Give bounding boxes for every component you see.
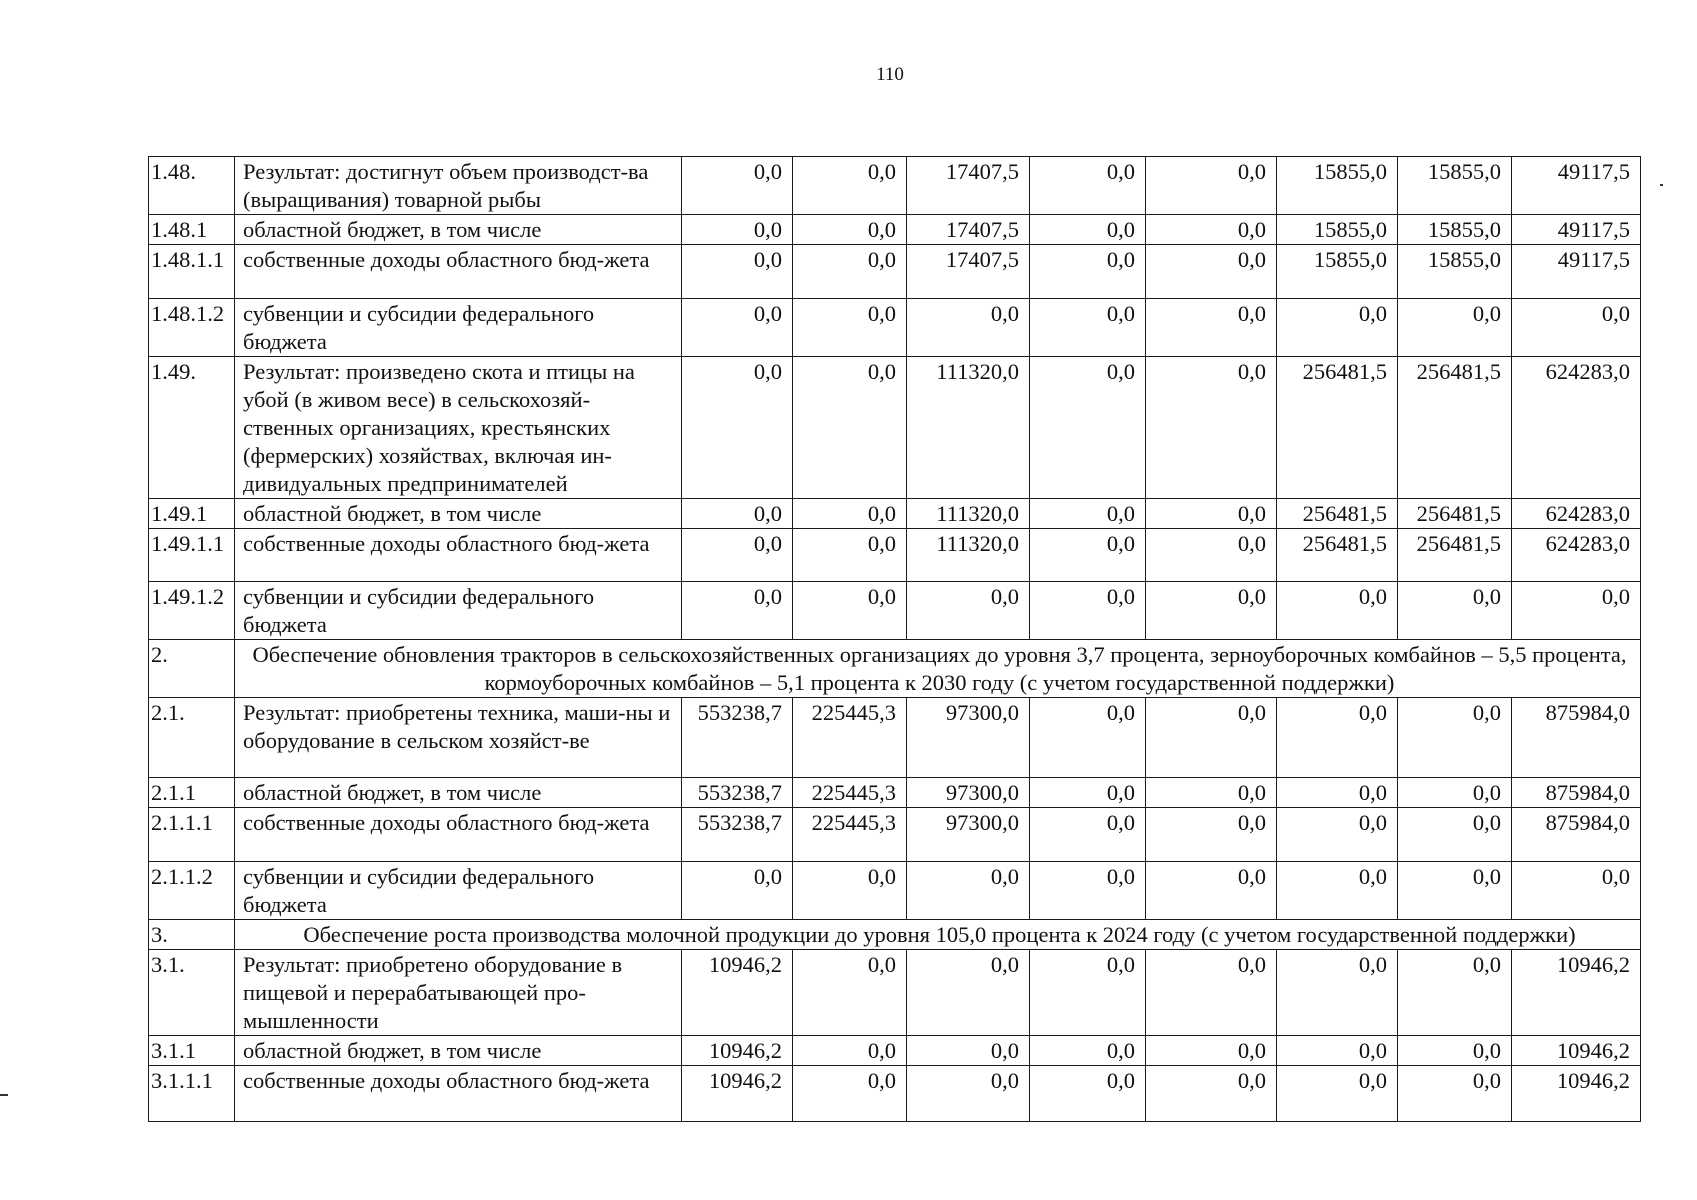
value-cell: 0,0 (1146, 357, 1277, 499)
row-code: 3.1. (149, 950, 235, 1036)
row-code: 2.1.1 (149, 778, 235, 808)
value-cell: 111320,0 (907, 499, 1030, 529)
value-cell: 0,0 (1146, 582, 1277, 640)
value-cell: 0,0 (1030, 215, 1146, 245)
row-code: 1.49.1 (149, 499, 235, 529)
value-cell: 0,0 (793, 215, 907, 245)
value-cell: 0,0 (1030, 529, 1146, 582)
section-row (149, 640, 1641, 698)
value-cell: 0,0 (1146, 1066, 1277, 1122)
value-cell: 0,0 (1512, 299, 1641, 357)
value-cell: 0,0 (1398, 1036, 1512, 1066)
value-cell: 225445,3 (793, 778, 907, 808)
value-cell: 0,0 (1146, 778, 1277, 808)
value-cell: 0,0 (793, 582, 907, 640)
value-cell: 624283,0 (1512, 357, 1641, 499)
value-cell: 0,0 (1277, 299, 1398, 357)
value-cell: 256481,5 (1277, 357, 1398, 499)
table-row (149, 157, 1641, 215)
value-cell: 0,0 (1277, 1066, 1398, 1122)
value-cell: 0,0 (793, 157, 907, 215)
value-cell: 0,0 (793, 357, 907, 499)
value-cell: 0,0 (907, 582, 1030, 640)
margin-mark (1660, 184, 1663, 186)
value-cell: 0,0 (1277, 808, 1398, 862)
value-cell: 0,0 (682, 357, 793, 499)
table-row (149, 529, 1641, 582)
row-description: собственные доходы областного бюд-жета (235, 529, 682, 582)
value-cell: 10946,2 (1512, 1036, 1641, 1066)
table-row (149, 698, 1641, 778)
value-cell: 0,0 (907, 862, 1030, 920)
value-cell: 17407,5 (907, 215, 1030, 245)
value-cell: 111320,0 (907, 357, 1030, 499)
value-cell: 256481,5 (1277, 529, 1398, 582)
value-cell: 0,0 (1277, 778, 1398, 808)
value-cell: 17407,5 (907, 245, 1030, 299)
value-cell: 10946,2 (682, 950, 793, 1036)
row-code: 3.1.1.1 (149, 1066, 235, 1122)
value-cell: 0,0 (1146, 1036, 1277, 1066)
value-cell: 0,0 (1146, 245, 1277, 299)
budget-table (148, 156, 1641, 1122)
value-cell: 0,0 (1030, 582, 1146, 640)
value-cell: 0,0 (682, 862, 793, 920)
row-code: 1.49.1.2 (149, 582, 235, 640)
value-cell: 0,0 (682, 157, 793, 215)
value-cell: 0,0 (1030, 299, 1146, 357)
row-description: субвенции и субсидии федерального бюджета (235, 582, 682, 640)
value-cell: 0,0 (793, 1036, 907, 1066)
value-cell: 0,0 (1398, 808, 1512, 862)
table-body (149, 157, 1641, 1122)
value-cell: 0,0 (1030, 357, 1146, 499)
value-cell: 0,0 (1277, 862, 1398, 920)
page-number: 110 (876, 64, 904, 85)
value-cell: 225445,3 (793, 808, 907, 862)
table-row (149, 245, 1641, 299)
row-code: 1.48.1 (149, 215, 235, 245)
row-code: 2. (149, 640, 235, 698)
value-cell: 0,0 (907, 950, 1030, 1036)
row-description: субвенции и субсидии федерального бюджета (235, 862, 682, 920)
value-cell: 624283,0 (1512, 529, 1641, 582)
value-cell: 256481,5 (1398, 529, 1512, 582)
value-cell: 111320,0 (907, 529, 1030, 582)
table-row (149, 808, 1641, 862)
value-cell: 0,0 (1146, 862, 1277, 920)
value-cell: 15855,0 (1277, 245, 1398, 299)
row-description: собственные доходы областного бюд-жета (235, 1066, 682, 1122)
value-cell: 0,0 (1277, 698, 1398, 778)
value-cell: 0,0 (907, 1036, 1030, 1066)
table-row (149, 1036, 1641, 1066)
value-cell: 0,0 (682, 299, 793, 357)
value-cell: 553238,7 (682, 698, 793, 778)
value-cell: 0,0 (1398, 862, 1512, 920)
row-description: собственные доходы областного бюд-жета (235, 808, 682, 862)
value-cell: 0,0 (1277, 950, 1398, 1036)
value-cell: 0,0 (682, 499, 793, 529)
value-cell: 624283,0 (1512, 499, 1641, 529)
value-cell: 97300,0 (907, 808, 1030, 862)
row-description: Результат: произведено скота и птицы на убой (в живом весе) в сельскохозяй-ственных организациях, крестьянских (фермерских) хозяйствах, включая ин-дивидуальных предпринимателей (235, 357, 682, 499)
table-row (149, 1066, 1641, 1122)
table-row (149, 778, 1641, 808)
value-cell: 17407,5 (907, 157, 1030, 215)
value-cell: 0,0 (1146, 529, 1277, 582)
value-cell: 97300,0 (907, 698, 1030, 778)
value-cell: 15855,0 (1277, 215, 1398, 245)
value-cell: 0,0 (1030, 499, 1146, 529)
value-cell: 0,0 (1398, 950, 1512, 1036)
value-cell: 0,0 (1277, 1036, 1398, 1066)
value-cell: 10946,2 (682, 1066, 793, 1122)
value-cell: 0,0 (1398, 582, 1512, 640)
row-description: областной бюджет, в том числе (235, 778, 682, 808)
value-cell: 0,0 (1146, 299, 1277, 357)
row-description: областной бюджет, в том числе (235, 499, 682, 529)
section-title: Обеспечение роста производства молочной продукции до уровня 105,0 процента к 2024 году (с учетом государственной поддержки) (235, 920, 1641, 950)
value-cell: 10946,2 (1512, 950, 1641, 1036)
value-cell: 875984,0 (1512, 698, 1641, 778)
value-cell: 0,0 (1030, 1066, 1146, 1122)
value-cell: 0,0 (793, 1066, 907, 1122)
row-code: 2.1. (149, 698, 235, 778)
row-description: Результат: приобретено оборудование в пищевой и перерабатывающей про-мышленности (235, 950, 682, 1036)
value-cell: 0,0 (682, 582, 793, 640)
row-description: областной бюджет, в том числе (235, 1036, 682, 1066)
value-cell: 10946,2 (1512, 1066, 1641, 1122)
value-cell: 0,0 (1146, 499, 1277, 529)
value-cell: 15855,0 (1398, 245, 1512, 299)
value-cell: 0,0 (793, 950, 907, 1036)
value-cell: 0,0 (1398, 778, 1512, 808)
value-cell: 553238,7 (682, 778, 793, 808)
value-cell: 0,0 (793, 862, 907, 920)
table-row (149, 357, 1641, 499)
row-description: Результат: достигнут объем производст-ва (выращивания) товарной рыбы (235, 157, 682, 215)
value-cell: 0,0 (1030, 245, 1146, 299)
value-cell: 0,0 (907, 1066, 1030, 1122)
value-cell: 0,0 (1146, 698, 1277, 778)
value-cell: 0,0 (793, 499, 907, 529)
value-cell: 0,0 (1146, 950, 1277, 1036)
value-cell: 15855,0 (1398, 157, 1512, 215)
value-cell: 0,0 (682, 245, 793, 299)
row-code: 1.48.1.2 (149, 299, 235, 357)
table-row (149, 950, 1641, 1036)
table-row (149, 582, 1641, 640)
value-cell: 49117,5 (1512, 157, 1641, 215)
value-cell: 0,0 (793, 245, 907, 299)
value-cell: 875984,0 (1512, 808, 1641, 862)
value-cell: 256481,5 (1398, 357, 1512, 499)
value-cell: 0,0 (1030, 157, 1146, 215)
row-code: 3. (149, 920, 235, 950)
value-cell: 256481,5 (1398, 499, 1512, 529)
section-row (149, 920, 1641, 950)
value-cell: 0,0 (1030, 950, 1146, 1036)
row-code: 1.49. (149, 357, 235, 499)
value-cell: 97300,0 (907, 778, 1030, 808)
value-cell: 0,0 (1277, 582, 1398, 640)
table-row (149, 299, 1641, 357)
value-cell: 0,0 (793, 299, 907, 357)
row-code: 1.48.1.1 (149, 245, 235, 299)
value-cell: 0,0 (1398, 299, 1512, 357)
value-cell: 0,0 (1030, 778, 1146, 808)
value-cell: 875984,0 (1512, 778, 1641, 808)
table-row (149, 499, 1641, 529)
value-cell: 0,0 (1512, 862, 1641, 920)
value-cell: 0,0 (1030, 862, 1146, 920)
value-cell: 0,0 (682, 215, 793, 245)
table-row (149, 862, 1641, 920)
value-cell: 0,0 (1030, 1036, 1146, 1066)
value-cell: 0,0 (907, 299, 1030, 357)
value-cell: 49117,5 (1512, 245, 1641, 299)
value-cell: 10946,2 (682, 1036, 793, 1066)
row-description: Результат: приобретены техника, маши-ны и оборудование в сельском хозяйст-ве (235, 698, 682, 778)
row-description: областной бюджет, в том числе (235, 215, 682, 245)
value-cell: 225445,3 (793, 698, 907, 778)
value-cell: 0,0 (1146, 808, 1277, 862)
value-cell: 49117,5 (1512, 215, 1641, 245)
value-cell: 0,0 (682, 529, 793, 582)
value-cell: 15855,0 (1398, 215, 1512, 245)
margin-mark (0, 1094, 8, 1096)
value-cell: 15855,0 (1277, 157, 1398, 215)
row-code: 1.49.1.1 (149, 529, 235, 582)
value-cell: 0,0 (1146, 157, 1277, 215)
row-code: 3.1.1 (149, 1036, 235, 1066)
row-description: субвенции и субсидии федерального бюджета (235, 299, 682, 357)
value-cell: 0,0 (1398, 698, 1512, 778)
value-cell: 0,0 (1398, 1066, 1512, 1122)
table-row (149, 215, 1641, 245)
value-cell: 0,0 (1146, 215, 1277, 245)
value-cell: 0,0 (1512, 582, 1641, 640)
row-code: 2.1.1.2 (149, 862, 235, 920)
section-title: Обеспечение обновления тракторов в сельскохозяйственных организациях до уровня 3,7 процента, зерноуборочных комбайнов – 5,5 процента, кормоуборочных комбайнов – 5,1 процента к 2030 году (с учетом государственной поддержки) (235, 640, 1641, 698)
row-code: 2.1.1.1 (149, 808, 235, 862)
row-code: 1.48. (149, 157, 235, 215)
row-description: собственные доходы областного бюд-жета (235, 245, 682, 299)
value-cell: 0,0 (1030, 808, 1146, 862)
value-cell: 256481,5 (1277, 499, 1398, 529)
value-cell: 0,0 (1030, 698, 1146, 778)
value-cell: 0,0 (793, 529, 907, 582)
value-cell: 553238,7 (682, 808, 793, 862)
